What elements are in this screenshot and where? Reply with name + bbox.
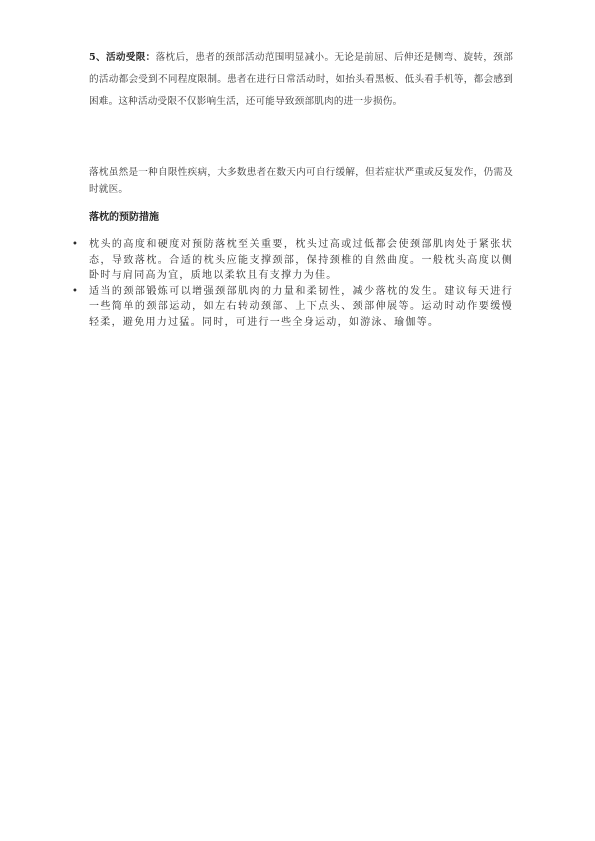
section5-paragraph <box>89 47 513 113</box>
list-item-text: 枕头的高度和硬度对预防落枕至关重要，枕头过高或过低都会使颈部肌肉处于紧张状态，导致落枕。合适的枕头应能支撑颈部，保持颈椎的自然曲度。一般枕头高度以侧卧时与肩同高为宜，质地以柔软且有支撑力为佳。 <box>89 239 513 281</box>
list-item-text: 适当的颈部锻炼可以增强颈部肌肉的力量和柔韧性，减少落枕的发生。建议每天进行一些简单的颈部运动，如左右转动颈部、上下点头、颈部伸展等。运动时动作要缓慢轻柔，避免用力过猛。同时，可进行一些全身运动，如游泳、瑜伽等。 <box>89 285 513 328</box>
section5-text: 落枕后，患者的颈部活动范围明显减小。无论是前屈、后伸还是侧弯、旋转，颈部的活动都会受到不同程度限制。患者在进行日常活动时，如抬头看黑板、低头看手机等，都会感到困难。这种活动受限不仅影响生活，还可能导致颈部肌肉的进一步损伤。 <box>89 52 514 107</box>
summary-paragraph: 落枕虽然是一种自限性疾病，大多数患者在数天内可自行缓解，但若症状严重或反复发作，仍需及时就医。 <box>89 167 513 195</box>
prevention-list <box>72 237 513 330</box>
list-item <box>72 284 513 331</box>
bullet-icon: • <box>72 285 80 297</box>
list-item <box>72 237 513 284</box>
bullet-icon: • <box>72 239 80 250</box>
section5-lead: 5、活动受限： <box>89 52 156 63</box>
prevention-heading: 落枕的预防措施 <box>89 212 159 223</box>
